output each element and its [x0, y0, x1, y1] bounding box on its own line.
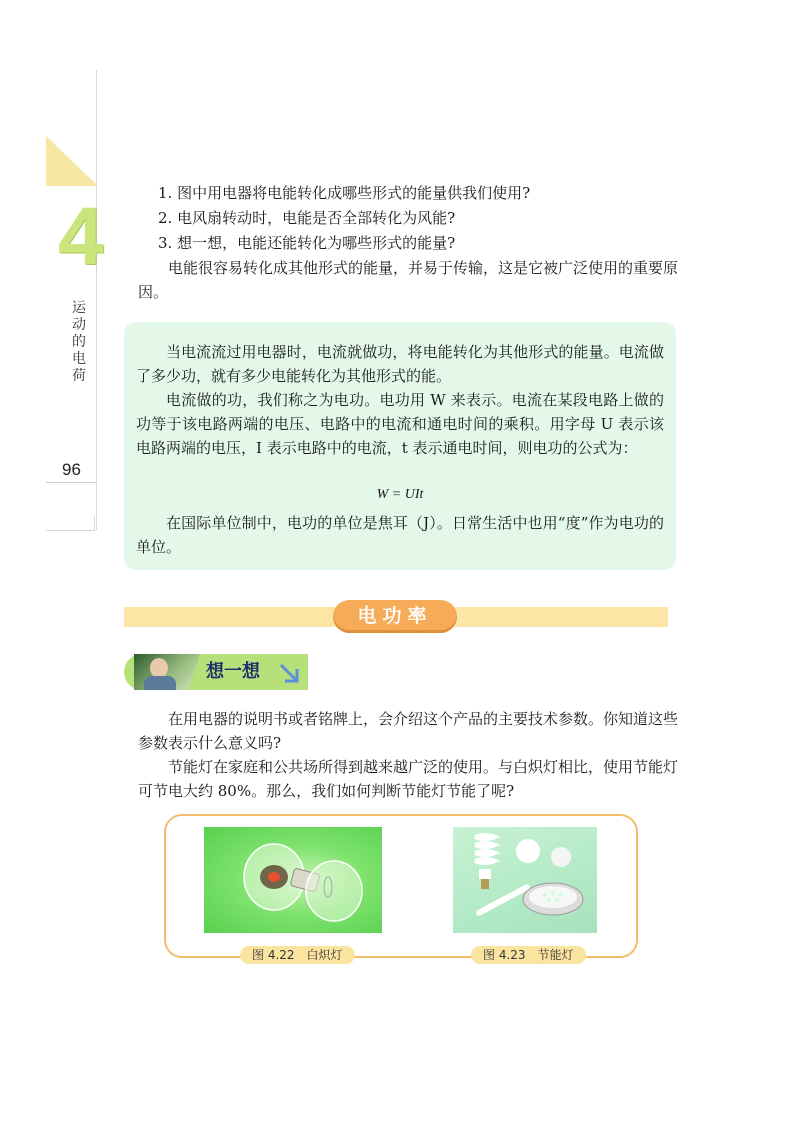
figure-number: 图 4.23: [483, 948, 526, 962]
chapter-number: 4: [58, 191, 104, 282]
margin-divider: [96, 70, 97, 530]
unit-paragraph: 在国际单位制中，电功的单位是焦耳（J）。日常生活中也用“度”作为电功的单位。: [136, 514, 664, 556]
figure-caption-text: 节能灯: [537, 948, 574, 962]
intro-paragraph: 电能很容易转化成其他形式的能量，并易于传输，这是它被广泛使用的重要原因。: [138, 259, 679, 301]
think-banner: [124, 654, 308, 690]
think-paragraph: 节能灯在家庭和公共场所得到越来越广泛的使用。与白炽灯相比，使用节能灯可节电大约 80%。那么，我们如何判断节能灯节能了呢?: [138, 758, 679, 800]
work-formula: W = UIt: [376, 487, 424, 502]
definition-paragraph: 电流做的功，我们称之为电功。电功用 W 来表示。电流在某段电路上做的功等于该电路两端的电压、电路中的电流和通电时间的乘积。用字母 U 表示该电路两端的电压，I 表示电路中的电流，t 表示通电时间，则电功的公式为：: [136, 391, 664, 457]
think-paragraph: 在用电器的说明书或者铭牌上，会介绍这个产品的主要技术参数。你知道这些参数表示什么意义吗?: [138, 710, 679, 752]
question-item: 2. 电风扇转动时，电能是否全部转化为风能?: [158, 209, 456, 227]
chapter-corner-decoration: [46, 136, 96, 184]
section-title: 电功率: [357, 605, 433, 627]
think-label: 想一想: [206, 661, 260, 682]
student-body: [144, 676, 176, 690]
figure-caption: [471, 946, 586, 964]
chapter-name: 运动的电荷: [72, 300, 86, 384]
figure-caption-text: 白炽灯: [306, 948, 343, 962]
student-head: [150, 658, 168, 678]
figure-number: 图 4.22: [252, 948, 295, 962]
incandescent-bulbs-photo: [204, 827, 382, 933]
definition-paragraph: 当电流流过用电器时，电流就做功，将电能转化为其他形式的能量。电流做了多少功，就有多少电能转化为其他形式的能。: [136, 343, 664, 385]
question-item: 3. 想一想，电能还能转化为哪些形式的能量?: [158, 234, 456, 252]
question-item: 1. 图中用电器将电能转化成哪些形式的能量供我们使用?: [158, 184, 531, 202]
energy-saving-lamps-photo: [453, 827, 597, 933]
page-number: 96: [62, 460, 81, 479]
figure-caption: [240, 946, 355, 964]
margin-tab-decoration: [46, 516, 95, 531]
chapter-corner-base: [46, 184, 96, 186]
arrow-down-right-icon: [278, 662, 300, 684]
